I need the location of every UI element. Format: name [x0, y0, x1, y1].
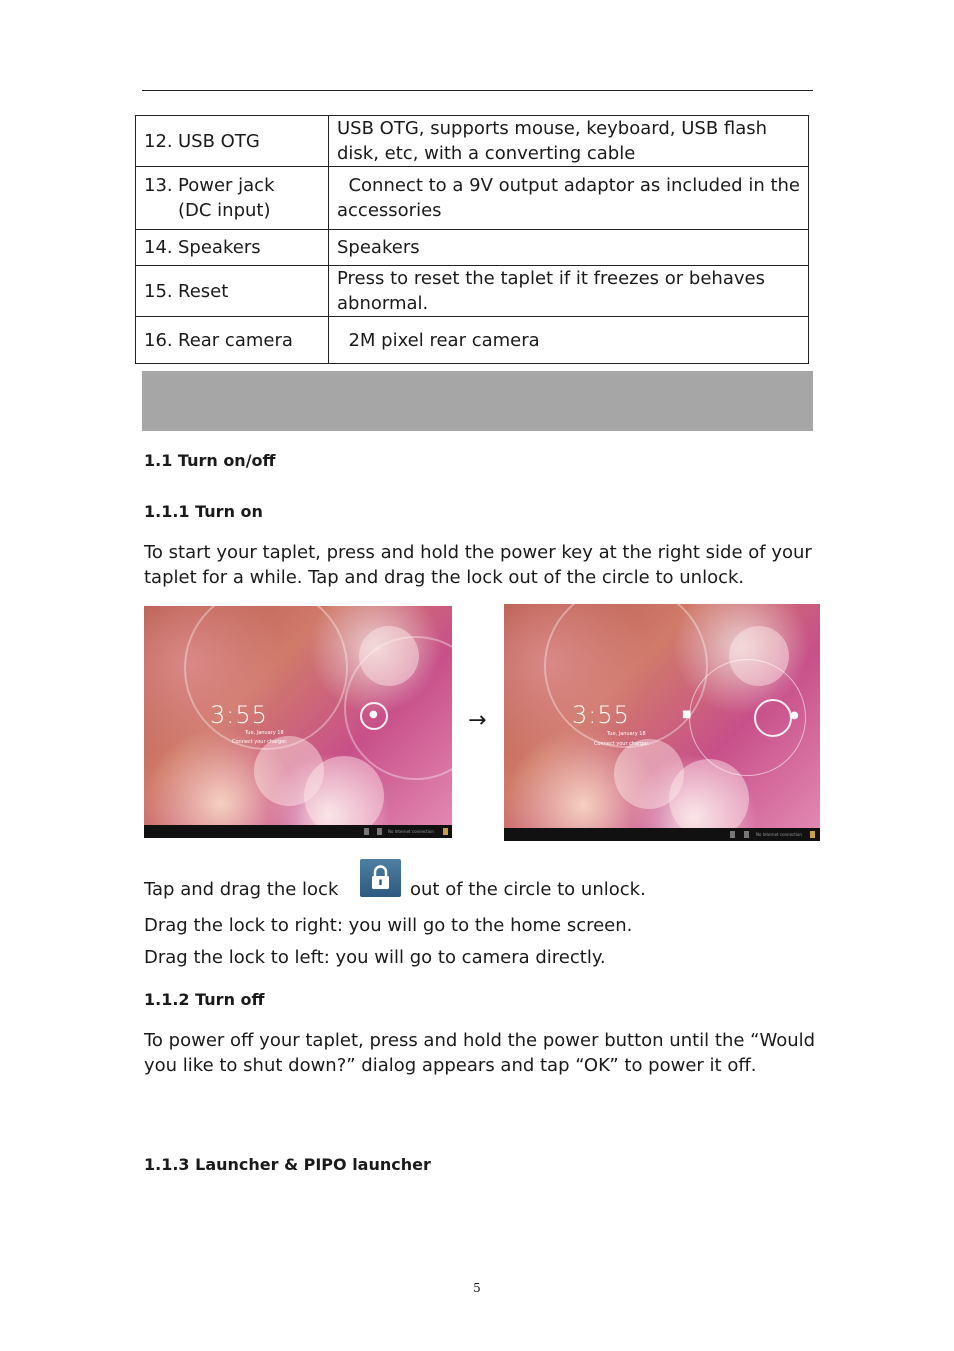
table-cell-name: 16. Rear camera: [136, 317, 329, 364]
table-cell-name: 14. Speakers: [136, 230, 329, 266]
drag-ring: [754, 699, 792, 737]
spec-table: [135, 115, 809, 364]
network-status: No Internet connection: [756, 832, 802, 837]
lockscreen-clock: 3:55: [572, 701, 630, 729]
lockscreen-charge-status: Connect your charger.: [232, 739, 288, 745]
lockscreen-date: Tue, January 18: [245, 730, 284, 736]
android-icon: [730, 831, 735, 838]
table-cell-desc: USB OTG, supports mouse, keyboard, USB flash disk, etc, with a converting cable: [329, 116, 809, 167]
header-rule: [142, 90, 813, 91]
table-cell-desc: Connect to a 9V output adaptor as included in the accessories: [329, 167, 809, 230]
table-row: [136, 167, 809, 230]
usb-icon: [744, 831, 749, 838]
lock-icon: ●: [369, 709, 378, 720]
turn-on-paragraph: To start your taplet, press and hold the power key at the right side of your taplet for a while. Tap and drag the lock out of the circle to unlock.: [144, 542, 812, 588]
padlock-icon: [360, 859, 401, 897]
table-row: [136, 266, 809, 317]
table-row: [136, 317, 809, 364]
battery-icon: [810, 831, 815, 838]
table-cell-desc: 2M pixel rear camera: [329, 317, 809, 364]
drag-left-text: Drag the lock to left: you will go to camera directly.: [144, 947, 606, 968]
transition-arrow: →: [468, 708, 487, 733]
drag-right-text: Drag the lock to right: you will go to the home screen.: [144, 915, 633, 936]
system-navbar: [144, 825, 452, 838]
lockscreen-charge-status: Connect your charger.: [594, 741, 650, 747]
network-status: No Internet connection: [388, 829, 434, 834]
lock-instruction-cont: out of the circle to unlock.: [410, 879, 646, 900]
heading-turn-on: 1.1.1 Turn on: [144, 502, 263, 521]
heading-launcher: 1.1.3 Launcher & PIPO launcher: [144, 1155, 431, 1174]
lock-icon: ●: [790, 710, 799, 721]
lock-instruction: Tap and drag the lock: [144, 879, 339, 900]
table-cell-name: 15. Reset: [136, 266, 329, 317]
wallpaper-bubble: [304, 756, 384, 836]
wallpaper-bubble: [359, 626, 419, 686]
battery-icon: [443, 828, 448, 835]
table-cell-name: 12. USB OTG: [136, 116, 329, 167]
heading-turn-off: 1.1.2 Turn off: [144, 990, 265, 1009]
android-icon: [364, 828, 369, 835]
system-navbar: [504, 828, 820, 841]
table-cell-desc: Press to reset the taplet if it freezes or behaves abnormal.: [329, 266, 809, 317]
chapter-banner: [142, 371, 813, 431]
lockscreen-screenshot-locked: [144, 606, 452, 838]
heading-turn-on-off: 1.1 Turn on/off: [144, 451, 276, 470]
table-row: [136, 116, 809, 167]
table-cell-name: 13. Power jack (DC input): [136, 167, 329, 230]
lockscreen-date: Tue, January 18: [607, 731, 646, 737]
table-row: [136, 230, 809, 266]
camera-icon: ■: [682, 709, 692, 720]
table-cell-desc: Speakers: [329, 230, 809, 266]
page-number: 5: [473, 1281, 481, 1295]
lockscreen-screenshot-dragging: [504, 604, 820, 841]
lockscreen-clock: 3:55: [210, 701, 268, 729]
usb-icon: [377, 828, 382, 835]
turn-off-paragraph: To power off your taplet, press and hold the power button until the “Would you like to shut down?” dialog appears and tap “OK” to power it off.: [144, 1030, 816, 1076]
